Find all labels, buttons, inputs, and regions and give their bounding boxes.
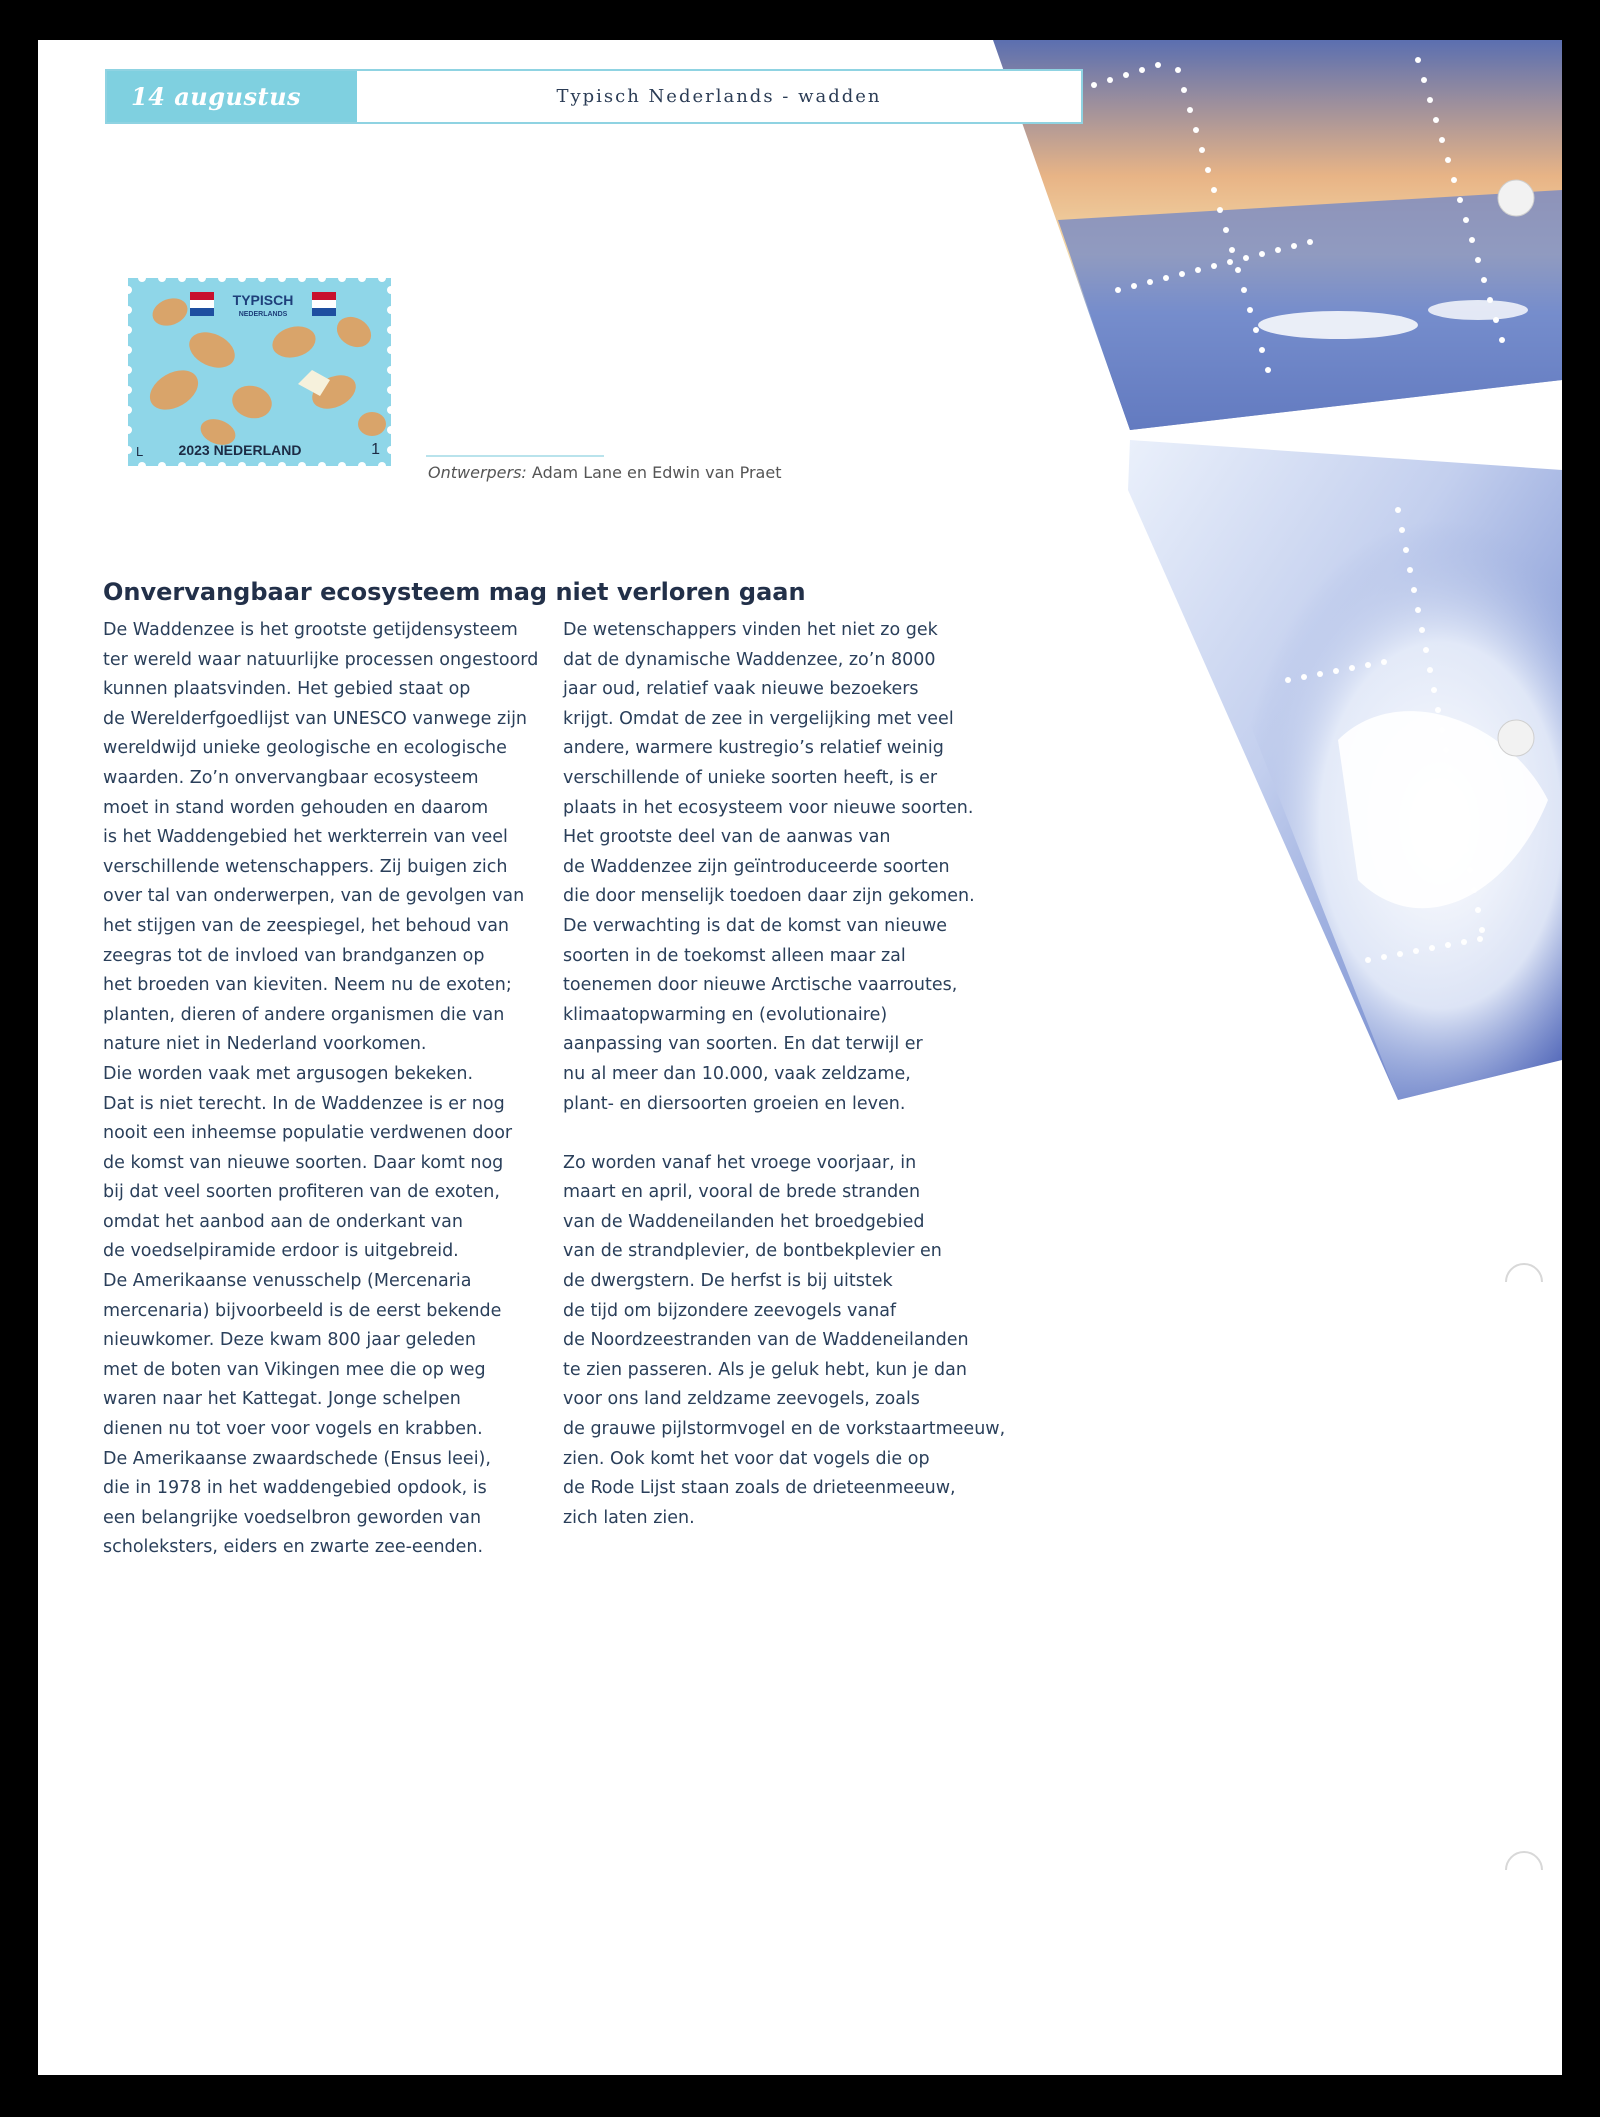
- text-line: zich laten zien.: [563, 1507, 695, 1528]
- text-line: waren naar het Kattegat. Jonge schelpen: [103, 1389, 461, 1410]
- text-line: verschillende wetenschappers. Zij buigen zich: [103, 856, 508, 877]
- text-line: Die worden vaak met argusogen bekeken.: [103, 1063, 474, 1084]
- text-line: het broeden van kieviten. Neem nu de exoten;: [103, 975, 512, 996]
- stamp-brand-top: TYPISCH: [232, 292, 294, 308]
- text-line: plaats in het ecosysteem voor nieuwe soorten.: [563, 797, 974, 818]
- paragraph-gap: [563, 1119, 1033, 1149]
- text-line: de Rode Lijst staan zoals de drieteenmeeuw,: [563, 1478, 956, 1499]
- text-line: met de boten van Vikingen mee die op weg: [103, 1359, 486, 1380]
- text-line: soorten in de toekomst alleen maar zal: [563, 945, 906, 966]
- caption-names: Adam Lane en Edwin van Praet: [531, 463, 782, 482]
- text-line: die in 1978 in het waddengebied opdook, is: [103, 1478, 487, 1499]
- text-line: mercenaria) bijvoorbeeld is de eerst bekende: [103, 1300, 502, 1321]
- text-line: de grauwe pijlstormvogel en de vorkstaartmeeuw,: [563, 1419, 1006, 1440]
- text-line: kunnen plaatsvinden. Het gebied staat op: [103, 679, 471, 700]
- page-header: [105, 69, 1083, 162]
- text-line: De wetenschappers vinden het niet zo gek: [563, 620, 938, 640]
- text-line: De verwachting is dat de komst van nieuwe: [563, 915, 948, 936]
- text-line: is het Waddengebied het werkterrein van veel: [103, 827, 508, 848]
- text-line: nieuwkomer. Deze kwam 800 jaar geleden: [103, 1330, 476, 1351]
- text-line: wereldwijd unieke geologische en ecologische: [103, 738, 507, 759]
- text-line: ter wereld waar natuurlijke processen ongestoord: [103, 649, 539, 670]
- text-line: omdat het aanbod aan de onderkant van: [103, 1211, 463, 1232]
- postage-stamp: [122, 272, 397, 472]
- caption-divider: [426, 455, 604, 457]
- text-line: nature niet in Nederland voorkomen.: [103, 1034, 427, 1055]
- text-line: de komst van nieuwe soorten. Daar komt nog: [103, 1152, 504, 1173]
- series-title: Typisch Nederlands - wadden: [556, 86, 882, 107]
- text-line: de Noordzeestranden van de Waddeneilanden: [563, 1330, 969, 1351]
- text-line: waarden. Zo’n onvervangbaar ecosysteem: [103, 767, 479, 788]
- text-line: dat de dynamische Waddenzee, zo’n 8000: [563, 649, 936, 670]
- text-line: verschillende of unieke soorten heeft, is er: [563, 767, 938, 788]
- text-line: aanpassing van soorten. En dat terwijl er: [563, 1034, 923, 1055]
- article-column-right: [563, 616, 1033, 1533]
- text-line: voor ons land zeldzame zeevogels, zoals: [563, 1389, 920, 1410]
- text-line: plant- en diersoorten groeien en leven.: [563, 1093, 906, 1114]
- text-line: De Amerikaanse venusschelp (Mercenaria: [103, 1271, 472, 1292]
- issue-date: 14 augustus 2023: [107, 71, 357, 122]
- text-line: de Werelderfgoedlijst van UNESCO vanwege zijn: [103, 708, 528, 729]
- text-line: andere, warmere kustregio’s relatief weinig: [563, 738, 944, 759]
- article-column-left: [103, 616, 563, 1563]
- text-line: te zien passeren. Als je geluk hebt, kun je dan: [563, 1359, 967, 1380]
- text-line: planten, dieren of andere organismen die van: [103, 1004, 505, 1025]
- text-line: moet in stand worden gehouden en daarom: [103, 797, 489, 818]
- text-line: klimaatopwarming en (evolutionaire): [563, 1004, 888, 1025]
- text-line: scholeksters, eiders en zwarte zee-eenden.: [103, 1537, 484, 1558]
- text-line: krijgt. Omdat de zee in vergelijking met veel: [563, 708, 954, 729]
- text-line: nooit een inheemse populatie verdwenen door: [103, 1123, 513, 1144]
- text-line: zien. Ook komt het voor dat vogels die op: [563, 1448, 930, 1469]
- text-line: het stijgen van de zeespiegel, het behoud van: [103, 915, 510, 936]
- text-line: de tijd om bijzondere zeevogels vanaf: [563, 1300, 897, 1321]
- text-line: bij dat veel soorten profiteren van de exoten,: [103, 1182, 500, 1203]
- text-line: De Amerikaanse zwaardschede (Ensus leei),: [103, 1448, 491, 1469]
- album-page: [38, 40, 1562, 2075]
- text-line: jaar oud, relatief vaak nieuwe bezoekers: [563, 679, 919, 700]
- article-headline: Onvervangbaar ecosysteem mag niet verloren gaan: [103, 578, 806, 606]
- text-line: maart en april, vooral de brede stranden: [563, 1182, 921, 1203]
- text-line: de Waddenzee zijn geïntroduceerde soorten: [563, 856, 950, 877]
- text-line: Het grootste deel van de aanwas van: [563, 827, 891, 848]
- text-line: de voedselpiramide erdoor is uitgebreid.: [103, 1241, 459, 1262]
- text-line: over tal van onderwerpen, van de gevolgen van: [103, 886, 525, 907]
- stamp-brand-bottom: NEDERLANDS: [238, 311, 288, 318]
- text-line: dienen nu tot voer voor vogels en krabben.: [103, 1419, 483, 1440]
- text-line: De Waddenzee is het grootste getijdensysteem: [103, 620, 518, 640]
- stamp-country: 2023 NEDERLAND: [178, 442, 302, 458]
- text-line: van de strandplevier, de bontbekplevier en: [563, 1241, 942, 1262]
- text-line: nu al meer dan 10.000, vaak zeldzame,: [563, 1063, 911, 1084]
- stamp-corner-mark: L: [136, 444, 144, 459]
- text-line: die door menselijk toedoen daar zijn gekomen.: [563, 886, 975, 907]
- text-line: Dat is niet terecht. In de Waddenzee is er nog: [103, 1093, 505, 1114]
- text-line: Zo worden vanaf het vroege voorjaar, in: [563, 1152, 917, 1173]
- designer-caption: [428, 463, 781, 482]
- text-line: toenemen door nieuwe Arctische vaarroutes,: [563, 975, 958, 996]
- text-line: van de Waddeneilanden het broedgebied: [563, 1211, 925, 1232]
- text-line: de dwergstern. De herfst is bij uitstek: [563, 1271, 893, 1292]
- text-line: zeegras tot de invloed van brandganzen op: [103, 945, 485, 966]
- text-line: een belangrijke voedselbron geworden van: [103, 1507, 482, 1528]
- stamp-value: 1: [371, 441, 380, 458]
- caption-label: Ontwerpers:: [428, 463, 527, 482]
